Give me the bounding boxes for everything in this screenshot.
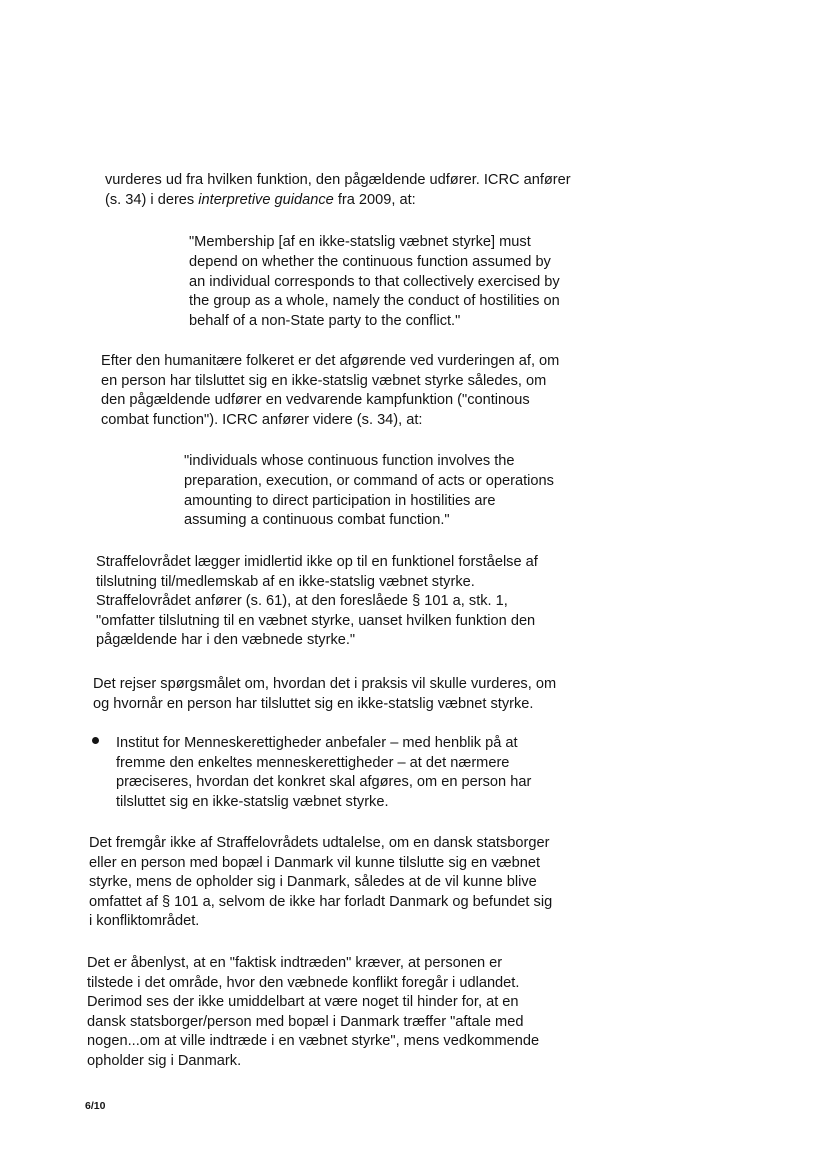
text-line [105, 191, 571, 211]
paragraph-question [93, 675, 556, 714]
bullet-icon [92, 737, 99, 744]
block-quote-membership [189, 233, 560, 332]
text-line: Straffelovrådet lægger imidlertid ikke op til en funktionel forståelse af [96, 554, 538, 570]
quote-line: assuming a continuous combat function." [184, 512, 450, 529]
page-number: 6/10 [85, 1100, 106, 1112]
bullet-recommendation [116, 734, 531, 812]
quote-line: depend on whether the continuous function assumed by [189, 253, 551, 270]
text-segment: (s. 34) i deres [105, 191, 199, 208]
text-line: Derimod ses der ikke umiddelbart at være noget til hinder for, at en [87, 994, 519, 1011]
text-line: combat function"). ICRC anfører videre (s. 34), at: [101, 411, 423, 428]
quote-line: "Membership [af en ikke-statslig væbnet styrke] must [189, 234, 531, 250]
text-line: Det rejser spørgsmålet om, hvordan det i praksis vil skulle vurderes, om [93, 676, 557, 692]
text-line: Det er åbenlyst, at en "faktisk indtræden" kræver, at personen er [87, 955, 503, 971]
paragraph-actual-entry [87, 954, 539, 1072]
text-segment: fra 2009, at: [333, 191, 416, 208]
text-line: Straffelovrådet anfører (s. 61), at den foreslåede § 101 a, stk. 1, [96, 593, 508, 610]
quote-line: amounting to direct participation in hostilities are [184, 492, 496, 509]
paragraph-residence [89, 834, 552, 932]
text-line: "omfatter tilslutning til en væbnet styrke, uanset hvilken funktion den [96, 612, 536, 629]
bullet-line: præciseres, hvordan det konkret skal afgøres, om en person har [116, 774, 532, 791]
text-line: en person har tilsluttet sig en ikke-statslig væbnet styrke således, om [101, 372, 547, 389]
text-line: styrke, mens de opholder sig i Danmark, således at de vil kunne blive [89, 874, 537, 891]
quote-line: the group as a whole, namely the conduct of hostilities on [189, 293, 560, 310]
text-line: pågældende har i den væbnede styrke." [96, 632, 356, 649]
text-line: nogen...om at ville indtræde i en væbnet styrke", mens vedkommende [87, 1033, 540, 1050]
text-line: tilslutning til/medlemskab af en ikke-statslig væbnet styrke. [96, 573, 475, 590]
text-line: dansk statsborger/person med bopæl i Danmark træffer "aftale med [87, 1013, 524, 1030]
text-line: vurderes ud fra hvilken funktion, den pågældende udfører. ICRC anfører [105, 172, 571, 188]
text-line: omfattet af § 101 a, selvom de ikke har forladt Danmark og befundet sig [89, 893, 553, 910]
quote-line: "individuals whose continuous function involves the [184, 453, 515, 469]
text-line: Efter den humanitære folkeret er det afgørende ved vurderingen af, om [101, 353, 560, 369]
bullet-line: fremme den enkeltes menneskerettigheder – at det nærmere [116, 754, 510, 771]
text-line: Det fremgår ikke af Straffelovrådets udtalelse, om en dansk statsborger [89, 835, 550, 851]
text-line: den pågældende udfører en vedvarende kampfunktion ("continous [101, 392, 530, 409]
block-quote-individuals [184, 452, 554, 531]
text-line: opholder sig i Danmark. [87, 1052, 242, 1069]
text-line: og hvornår en person har tilsluttet sig en ikke-statslig væbnet styrke. [93, 695, 534, 712]
text-line: eller en person med bopæl i Danmark vil kunne tilslutte sig en væbnet [89, 854, 541, 871]
text-line: i konfliktområdet. [89, 913, 200, 930]
paragraph-humanitarian-law [101, 352, 559, 430]
quote-line: behalf of a non-State party to the conflict." [189, 313, 461, 330]
paragraph-intro [105, 171, 571, 210]
quote-line: an individual corresponds to that collectively exercised by [189, 273, 560, 290]
bullet-line: tilsluttet sig en ikke-statslig væbnet styrke. [116, 793, 389, 810]
emphasis-interpretive-guidance: interpretive guidance [198, 191, 334, 208]
text-line: tilstede i det område, hvor den væbnede konflikt foregår i udlandet. [87, 974, 520, 991]
quote-line: preparation, execution, or command of acts or operations [184, 472, 554, 489]
paragraph-straffelovraadet [96, 553, 538, 651]
bullet-line: Institut for Menneskerettigheder anbefaler – med henblik på at [116, 735, 518, 751]
